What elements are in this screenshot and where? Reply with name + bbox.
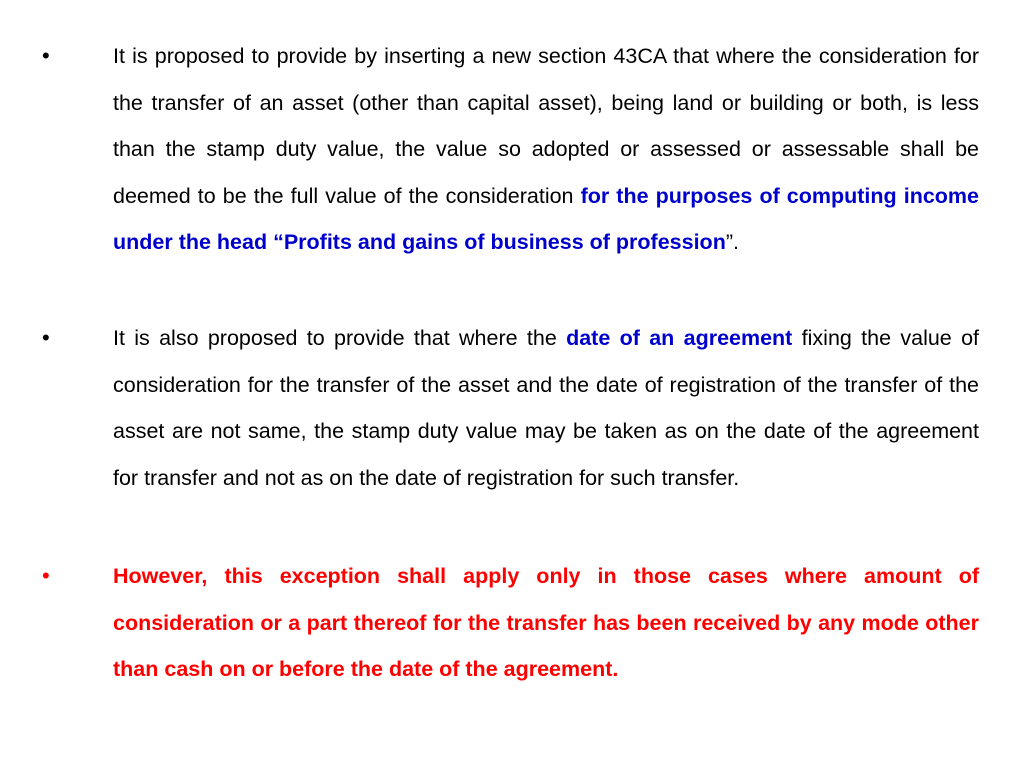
bullet-text-exception: However, this exception shall apply only in those cases where amount of consideration or a part thereof for the transfer has been received by any mode other than cash on or before the date of the agreement. bbox=[113, 564, 979, 681]
bullet-text-lead: It is also proposed to provide that where the bbox=[113, 326, 567, 350]
bullet-text-lead: It is proposed to provide by inserting a new section 43CA that where the consideration for the transfer of an asset (other than capital asset), being land or building or both, is less than the stamp duty value, the value so adopted or assessed or assessable shall be deemed to be the full value of the consideration bbox=[113, 44, 979, 208]
bullet-text-tail: fixing the value of consideration for the transfer of the asset and the date of registration of the transfer of the asset are not same, the stamp duty value may be taken as on the date of the agreement for transfer and not as on the date of registration for such transfer. bbox=[113, 326, 979, 490]
bullet-text bbox=[113, 33, 979, 266]
bullet-text bbox=[113, 315, 979, 501]
highlight-agreement-date: date of an agreement bbox=[566, 326, 793, 350]
bullet-marker: • bbox=[42, 325, 50, 350]
bullet-marker: • bbox=[42, 43, 50, 68]
highlight-purpose-text: for the purposes of computing income under the head “Profits and gains of business of profession bbox=[113, 183, 980, 254]
bullet-text-tail: ”. bbox=[725, 230, 739, 254]
bullet-marker: • bbox=[42, 563, 50, 588]
